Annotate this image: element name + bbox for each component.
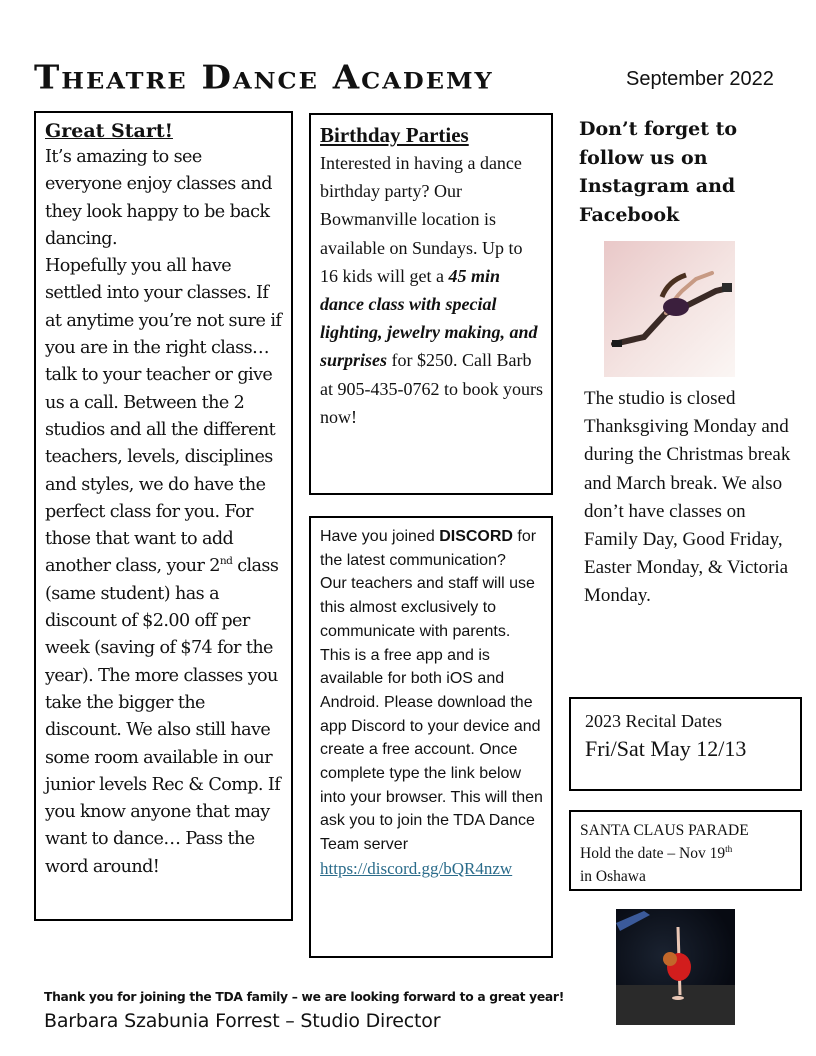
recital-label: 2023 Recital Dates bbox=[585, 711, 722, 731]
discord-box bbox=[309, 516, 553, 958]
dancer-leap-photo bbox=[604, 241, 735, 377]
discord-body: Our teachers and staff will use this almost exclusively to communicate with parents. This is a free app and is available for both iOS and Android. Please download the app Discord to your device and create a free account. Once complete type the link below into your browser. This will then ask you to join the TDA Dance Team server bbox=[320, 575, 543, 854]
dancer-leap-figure bbox=[604, 241, 735, 377]
great-start-paragraph-2: Hopefully you all have settled into your classes. If at anytime you’re not sure if you are in the right class… talk to your teacher or give us a call. Between the 2 studios and all the different teachers, levels, disciplines and styles, we do have the perfect class for you. For those that want to add another class, your 2nd class (same student) has a discount of $2.00 off per week (saving of $74 for the year). The more classes you take the bigger the discount. We also still have some room available in our junior levels Rec & Comp. If you know anyone that may want to dance… Pass the word around! bbox=[45, 256, 282, 877]
birthday-text: Interested in having a dance birthday party? Our Bowmanville location is available on Sundays. Up to 16 kids will get a 45 min dance class with special lighting, jewelry making, and surprises for $250. Call Barb at 905-435-0762 to book yours now! bbox=[320, 153, 543, 427]
discord-invite-link[interactable]: https://discord.gg/bQR4nzw bbox=[320, 858, 513, 878]
santa-parade-box bbox=[569, 810, 802, 891]
issue-date: September 2022 bbox=[626, 68, 774, 90]
birthday-highlight: 45 min dance class with special lighting, jewelry making, and surprises bbox=[320, 265, 538, 371]
birthday-heading: Birthday Parties bbox=[320, 123, 469, 147]
great-start-paragraph-1: It’s amazing to see everyone enjoy classes and they look happy to be back dancing. bbox=[45, 147, 272, 249]
dancer-stage-figure bbox=[616, 909, 735, 1025]
great-start-heading: Great Start! bbox=[45, 120, 173, 142]
closures-notice: The studio is closed Thanksgiving Monday and during the Christmas break and March break. We also don’t have classes on Family Day, Good Friday, Easter Monday, & Victoria Monday. bbox=[584, 388, 791, 607]
footer-thanks: Thank you for joining the TDA family – we are looking forward to a great year! bbox=[44, 990, 564, 1004]
recital-dates-box bbox=[569, 697, 802, 791]
great-start-box bbox=[34, 111, 293, 921]
santa-date: Hold the date – Nov 19th bbox=[580, 844, 733, 862]
santa-title: SANTA CLAUS PARADE bbox=[580, 822, 749, 839]
discord-intro: Have you joined DISCORD for the latest communication? bbox=[320, 528, 537, 569]
newsletter-title: Theatre Dance Academy bbox=[34, 59, 494, 97]
social-follow-heading: Don’t forget to follow us on Instagram and Facebook bbox=[579, 118, 738, 226]
birthday-parties-box bbox=[309, 113, 553, 495]
dancer-stage-photo bbox=[616, 909, 735, 1025]
recital-dates: Fri/Sat May 12/13 bbox=[585, 736, 747, 761]
santa-location: in Oshawa bbox=[580, 868, 646, 885]
footer-signature: Barbara Szabunia Forrest – Studio Director bbox=[44, 1010, 441, 1032]
